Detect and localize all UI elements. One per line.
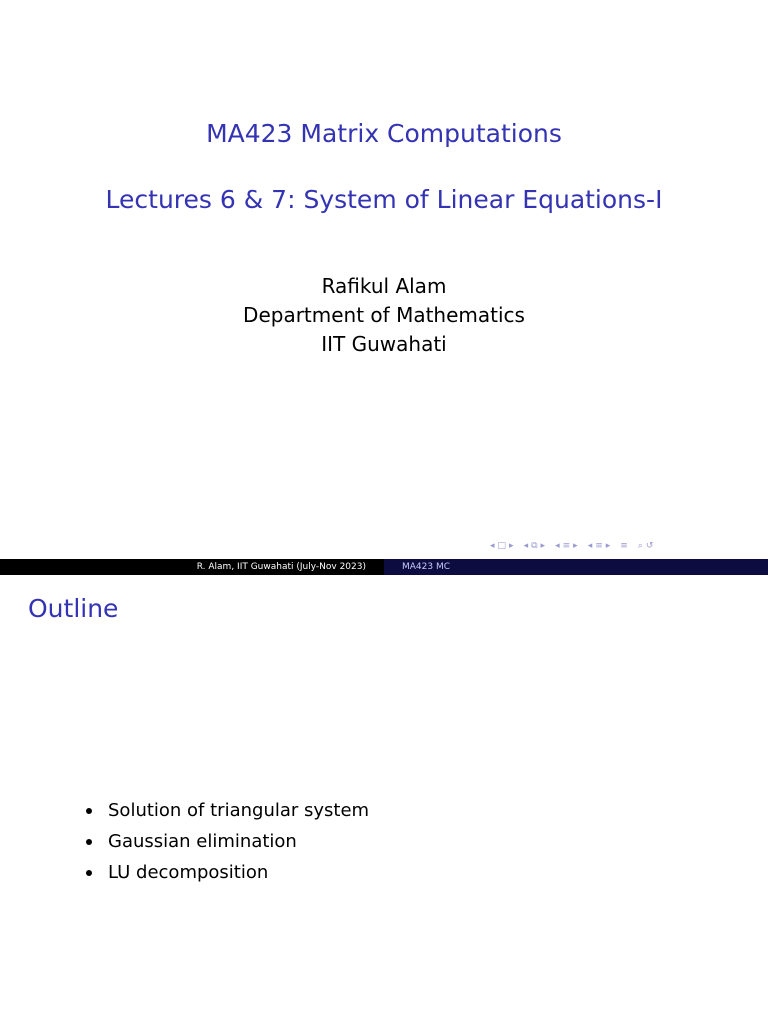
list-item xyxy=(80,857,369,888)
author-name: Rafikul Alam xyxy=(321,274,447,298)
nav-prev-icon[interactable]: ◂ xyxy=(490,541,495,551)
frame-icon[interactable]: ⧉ xyxy=(531,541,538,551)
subsection-icon[interactable]: ≡ xyxy=(562,541,571,551)
footer-course: MA423 MC xyxy=(384,559,768,575)
nav-prev-icon[interactable]: ◂ xyxy=(587,541,593,551)
search-icon[interactable]: ⌕ xyxy=(637,541,643,551)
align-icon[interactable]: ≡ xyxy=(620,541,628,551)
nav-next-icon[interactable]: ▸ xyxy=(509,541,514,551)
footer-author: R. Alam, IIT Guwahati (July-Nov 2023) xyxy=(0,559,384,575)
course-title: MA423 Matrix Computations xyxy=(206,119,562,148)
list-item-text: LU decomposition xyxy=(108,862,269,883)
nav-next-icon[interactable]: ▸ xyxy=(540,541,546,551)
author-department: Department of Mathematics xyxy=(243,303,525,327)
outline-list xyxy=(80,795,369,888)
nav-prev-icon[interactable]: ◂ xyxy=(523,541,529,551)
nav-next-icon[interactable]: ▸ xyxy=(573,541,578,551)
list-item xyxy=(80,826,369,857)
lecture-title: Lectures 6 & 7: System of Linear Equations-I xyxy=(105,185,663,214)
frame-title: Outline xyxy=(28,594,119,623)
beamer-navigation xyxy=(490,537,656,555)
author-block xyxy=(0,272,768,359)
frame-icon[interactable]: □ xyxy=(497,541,507,551)
bullet-icon xyxy=(86,808,92,814)
nav-next-icon[interactable]: ▸ xyxy=(605,541,611,551)
bullet-icon xyxy=(86,870,92,876)
author-institute: IIT Guwahati xyxy=(321,332,447,356)
footer-bar xyxy=(0,559,768,575)
section-icon[interactable]: ≡ xyxy=(595,541,603,551)
list-item-text: Solution of triangular system xyxy=(108,800,370,821)
bullet-icon xyxy=(86,839,92,845)
list-item-text: Gaussian elimination xyxy=(108,831,297,852)
search-icon[interactable]: ↺ xyxy=(645,541,654,551)
nav-prev-icon[interactable]: ◂ xyxy=(555,541,560,551)
list-item xyxy=(80,795,369,826)
